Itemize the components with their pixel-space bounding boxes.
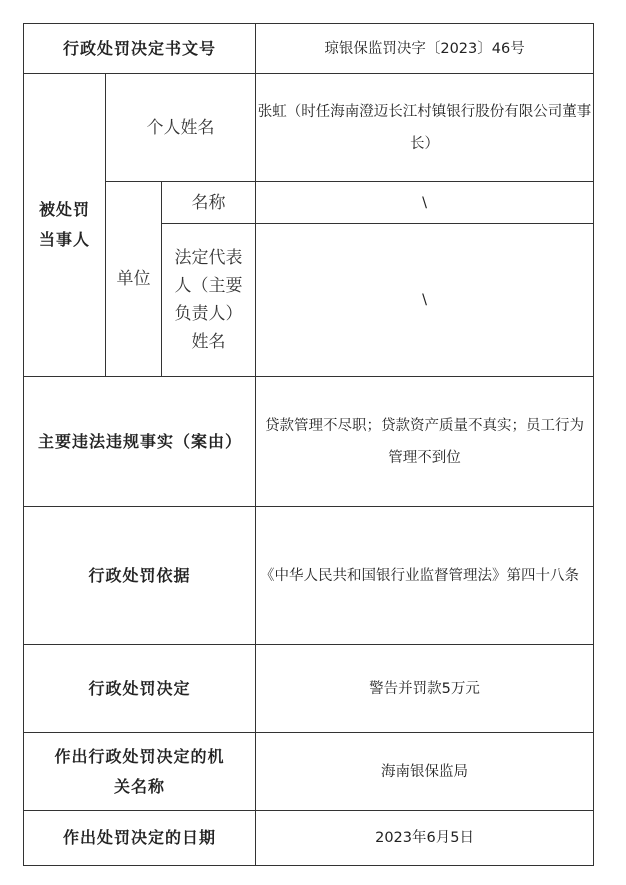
row-unit-name — [24, 182, 594, 224]
basis-label: 行政处罚依据 — [24, 507, 256, 645]
date-value: 2023年6月5日 — [256, 811, 594, 866]
facts-value: 贷款管理不尽职；贷款资产质量不真实；员工行为管理不到位 — [256, 377, 594, 507]
party-label-line2: 当事人 — [38, 230, 90, 249]
row-authority — [24, 733, 594, 811]
party-label — [24, 74, 106, 377]
authority-value: 海南银保监局 — [256, 733, 594, 811]
row-doc-number — [24, 24, 594, 74]
doc-number-value: 琼银保监罚决字〔2023〕46号 — [256, 24, 594, 74]
legal-rep-label: 法定代表人（主要负责人）姓名 — [162, 224, 256, 377]
penalty-info-table — [23, 23, 594, 866]
individual-name-label: 个人姓名 — [106, 74, 256, 182]
individual-name-value: 张虹（时任海南澄迈长江村镇银行股份有限公司董事长） — [256, 74, 594, 182]
row-facts — [24, 377, 594, 507]
unit-label: 单位 — [106, 182, 162, 377]
row-individual-name — [24, 74, 594, 182]
decision-label: 行政处罚决定 — [24, 645, 256, 733]
unit-name-label: 名称 — [162, 182, 256, 224]
doc-number-label: 行政处罚决定书文号 — [24, 24, 256, 74]
authority-label: 作出行政处罚决定的机关名称 — [24, 733, 256, 811]
legal-rep-value: \ — [256, 224, 594, 377]
decision-value: 警告并罚款5万元 — [256, 645, 594, 733]
row-decision — [24, 645, 594, 733]
basis-value: 《中华人民共和国银行业监督管理法》第四十八条 — [256, 507, 594, 645]
unit-name-value: \ — [256, 182, 594, 224]
party-label-line1: 被处罚 — [38, 200, 90, 219]
row-basis — [24, 507, 594, 645]
row-date — [24, 811, 594, 866]
date-label: 作出处罚决定的日期 — [24, 811, 256, 866]
facts-label: 主要违法违规事实（案由） — [24, 377, 256, 507]
